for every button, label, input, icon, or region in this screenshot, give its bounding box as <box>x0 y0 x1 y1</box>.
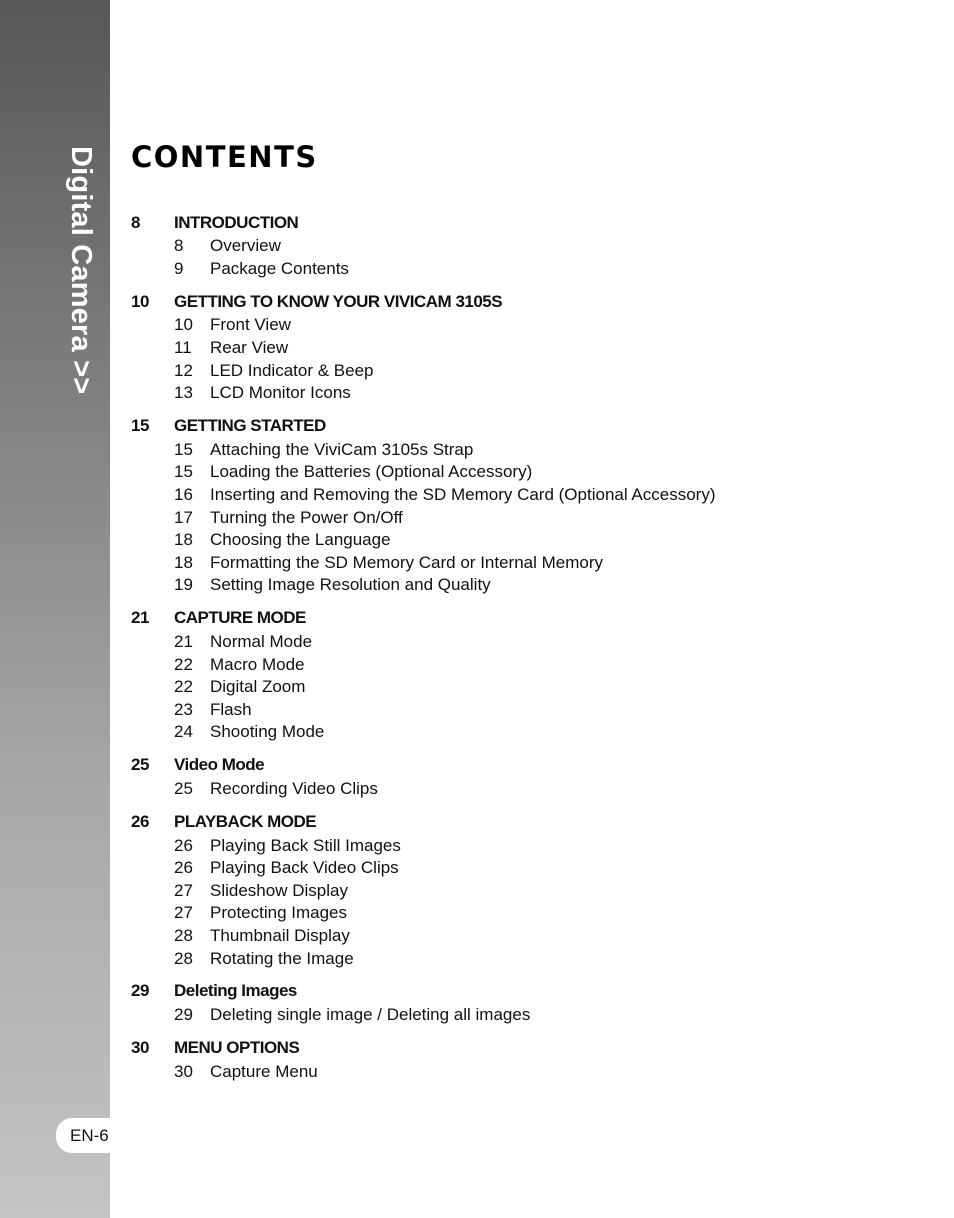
table-of-contents <box>131 210 931 1092</box>
toc-entry-page: 27 <box>174 903 193 923</box>
toc-entry-label: Formatting the SD Memory Card or Internal Memory <box>210 552 604 572</box>
toc-entry-label: Shooting Mode <box>210 722 325 742</box>
toc-entry-label: Deleting single image / Deleting all images <box>210 1005 531 1025</box>
toc-entry-label: Front View <box>210 315 291 335</box>
toc-entry-label: Slideshow Display <box>210 880 348 900</box>
sidebar <box>0 0 110 1218</box>
toc-section <box>131 289 931 404</box>
toc-entry-label: Digital Zoom <box>210 677 306 697</box>
toc-entry-page: 21 <box>174 632 193 652</box>
toc-section-page: 21 <box>131 608 149 628</box>
toc-section <box>131 210 931 280</box>
toc-entry[interactable] <box>131 631 931 654</box>
toc-entry-page: 15 <box>174 462 193 482</box>
toc-entry-label: Macro Mode <box>210 654 305 674</box>
toc-entry-label: Rear View <box>210 338 289 358</box>
toc-entry-page: 29 <box>174 1005 193 1025</box>
toc-entry[interactable] <box>131 676 931 699</box>
toc-entry-page: 25 <box>174 778 193 798</box>
toc-entry-label: Protecting Images <box>210 903 348 923</box>
toc-section-heading[interactable] <box>131 606 931 631</box>
toc-section-title: Deleting Images <box>174 981 297 1001</box>
toc-entry[interactable] <box>131 857 931 880</box>
toc-entry-page: 12 <box>174 360 193 380</box>
toc-entry-label: Playing Back Video Clips <box>210 858 399 878</box>
toc-section-title: GETTING STARTED <box>174 416 326 436</box>
toc-section-title: INTRODUCTION <box>174 212 299 232</box>
toc-entry-page: 19 <box>174 575 193 595</box>
toc-entry[interactable] <box>131 484 931 507</box>
toc-entry[interactable] <box>131 552 931 575</box>
toc-section-heading[interactable] <box>131 210 931 235</box>
toc-entry-page: 8 <box>174 236 184 256</box>
toc-section-page: 25 <box>131 755 149 775</box>
toc-entry-label: Package Contents <box>210 258 349 278</box>
toc-entry-label: Overview <box>210 236 281 256</box>
toc-section-title: GETTING TO KNOW YOUR VIVICAM 3105S <box>174 291 503 311</box>
toc-section <box>131 809 931 970</box>
toc-entry-label: Turning the Power On/Off <box>210 507 403 527</box>
toc-entry-page: 18 <box>174 552 193 572</box>
toc-entry[interactable] <box>131 574 931 597</box>
page-title: CONTENTS <box>131 140 318 174</box>
toc-entry-page: 26 <box>174 858 193 878</box>
toc-entry[interactable] <box>131 337 931 360</box>
toc-section-heading[interactable] <box>131 289 931 314</box>
toc-section-page: 26 <box>131 811 149 831</box>
toc-entry[interactable] <box>131 461 931 484</box>
toc-entry-page: 28 <box>174 948 193 968</box>
toc-entry-label: Loading the Batteries (Optional Accessory) <box>210 462 533 482</box>
toc-section-title: CAPTURE MODE <box>174 608 306 628</box>
toc-entry-label: Attaching the ViviCam 3105s Strap <box>210 439 474 459</box>
toc-section-heading[interactable] <box>131 414 931 439</box>
toc-section-title: PLAYBACK MODE <box>174 811 317 831</box>
toc-entry[interactable] <box>131 1004 931 1027</box>
toc-section-heading[interactable] <box>131 979 931 1004</box>
toc-entry-label: Flash <box>210 699 252 719</box>
toc-entry-page: 16 <box>174 485 193 505</box>
toc-entry-page: 11 <box>174 338 192 358</box>
toc-entry-label: Thumbnail Display <box>210 925 350 945</box>
toc-entry[interactable] <box>131 359 931 382</box>
toc-entry-label: Setting Image Resolution and Quality <box>210 575 491 595</box>
toc-entry-label: Recording Video Clips <box>210 778 378 798</box>
toc-entry[interactable] <box>131 529 931 552</box>
toc-entry-label: LED Indicator & Beep <box>210 360 374 380</box>
toc-section-title: MENU OPTIONS <box>174 1037 300 1057</box>
toc-entry[interactable] <box>131 902 931 925</box>
toc-entry[interactable] <box>131 721 931 744</box>
toc-entry-page: 27 <box>174 880 193 900</box>
toc-section-page: 10 <box>131 291 149 311</box>
toc-entry[interactable] <box>131 879 931 902</box>
toc-section-page: 29 <box>131 981 149 1001</box>
toc-entry-page: 26 <box>174 835 193 855</box>
toc-section-heading[interactable] <box>131 753 931 778</box>
toc-section-page: 30 <box>131 1037 149 1057</box>
toc-entry[interactable] <box>131 382 931 405</box>
toc-entry-page: 28 <box>174 925 193 945</box>
toc-section-page: 15 <box>131 416 149 436</box>
toc-entry[interactable] <box>131 778 931 801</box>
toc-entry-label: Inserting and Removing the SD Memory Card (Optional Accessory) <box>210 485 716 505</box>
toc-section-title: Video Mode <box>174 755 265 775</box>
toc-entry-page: 9 <box>174 258 184 278</box>
toc-section <box>131 979 931 1027</box>
toc-section <box>131 753 931 801</box>
toc-entry-label: Choosing the Language <box>210 530 391 550</box>
toc-section <box>131 414 931 597</box>
toc-entry-label: Capture Menu <box>210 1061 318 1081</box>
sidebar-label: Digital Camera >> <box>65 146 97 395</box>
toc-entry[interactable] <box>131 1060 931 1083</box>
toc-entry-label: LCD Monitor Icons <box>210 383 351 403</box>
toc-entry-page: 13 <box>174 383 193 403</box>
toc-entry-label: Rotating the Image <box>210 948 354 968</box>
toc-entry[interactable] <box>131 258 931 281</box>
toc-entry[interactable] <box>131 699 931 722</box>
toc-section <box>131 1035 931 1083</box>
toc-entry-label: Normal Mode <box>210 632 313 652</box>
toc-entry[interactable] <box>131 314 931 337</box>
toc-entry[interactable] <box>131 506 931 529</box>
toc-entry[interactable] <box>131 653 931 676</box>
toc-entry[interactable] <box>131 834 931 857</box>
toc-entry-page: 23 <box>174 699 193 719</box>
toc-section-heading[interactable] <box>131 1035 931 1060</box>
toc-entry[interactable] <box>131 235 931 258</box>
page-number: EN-6 <box>56 1118 110 1153</box>
toc-entry[interactable] <box>131 925 931 948</box>
toc-entry-page: 10 <box>174 315 193 335</box>
toc-entry[interactable] <box>131 947 931 970</box>
toc-entry-label: Playing Back Still Images <box>210 835 401 855</box>
toc-entry-page: 15 <box>174 439 193 459</box>
toc-section-heading[interactable] <box>131 809 931 834</box>
toc-entry-page: 24 <box>174 722 193 742</box>
toc-entry-page: 22 <box>174 677 193 697</box>
toc-entry[interactable] <box>131 439 931 462</box>
toc-entry-page: 30 <box>174 1061 193 1081</box>
toc-entry-page: 22 <box>174 654 193 674</box>
toc-entry-page: 17 <box>174 507 193 527</box>
toc-section <box>131 606 931 744</box>
toc-entry-page: 18 <box>174 530 193 550</box>
toc-section-page: 8 <box>131 212 140 232</box>
